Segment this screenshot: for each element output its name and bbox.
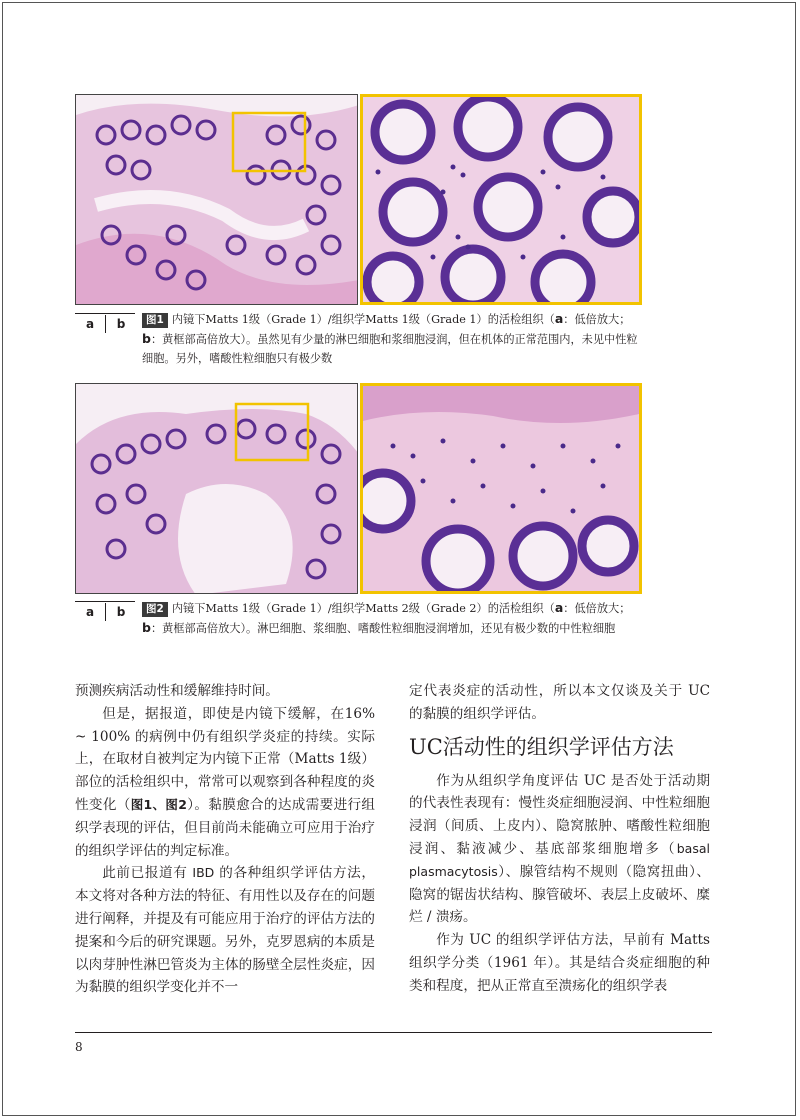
footer-rule xyxy=(75,1032,712,1033)
page-number: 8 xyxy=(75,1040,83,1054)
figure2-a-desc: ：低倍放大； xyxy=(563,602,631,615)
right-paragraph-1: 定代表炎症的活动性，所以本文仅谈及关于 UC 的黏膜的组织学评估。 xyxy=(409,683,710,722)
right-paragraph-2 xyxy=(409,770,710,930)
figure1-b-desc: ：黄框部高倍放大）。虽然见有少量的淋巴细胞和浆细胞浸润，但在机体的正常范围内，未见中性粒细胞。另外，嗜酸性粒细胞只有极少数 xyxy=(142,333,638,365)
figure2-label-rule xyxy=(75,601,135,602)
right-column xyxy=(409,680,710,998)
figure2-panel-labels xyxy=(75,603,136,621)
figure1-caption-text: 内镜下Matts 1级（Grade 1）/组织学Matts 1级（Grade 1）的活检组织（ xyxy=(171,313,555,326)
left-paragraph-2-part-b: ）。黏膜愈合的达成需要进行组织学表现的评估，但目前尚未能确立可应用于治疗的组织学评估的判定标准。 xyxy=(75,796,376,859)
figure2-tag: 图2 xyxy=(142,602,168,617)
figure1-panel-a-image xyxy=(75,94,358,305)
figure2-caption xyxy=(142,598,642,638)
figure-reference[interactable]: 图1、图2 xyxy=(130,796,187,812)
figure1-panel-labels xyxy=(75,315,136,333)
figure1-a-desc: ：低倍放大； xyxy=(563,313,631,326)
left-paragraph-3-part-a: 此前已报道有 xyxy=(102,865,193,882)
figure1-tag: 图1 xyxy=(142,313,168,328)
basal-plasmacytosis-term: basal plasmacytosis xyxy=(409,840,710,879)
figure2-b-term: b xyxy=(142,620,151,635)
left-paragraph-3-part-b: 的各种组织学评估方法，本文将对各种方法的特征、有用性以及存在的问题进行阐释，并提及有可能应用于治疗的评估方法的提案和今后的研究课题。另外，克罗恩病的本质是以肉芽肿性淋巴管炎为主体的肠壁全层性炎症，因为黏膜的组织学变化并不一 xyxy=(75,865,375,996)
figure2-panel-a-image xyxy=(75,383,358,594)
figure1-panel-b-label: b xyxy=(116,317,126,331)
right-paragraph-3: 作为 UC 的组织学评估方法，早前有 Matts 组织学分类（1961 年）。其是结合炎症细胞的种类和程度，把从正常直至溃疡化的组织学表 xyxy=(409,932,710,994)
ibd-term: IBD xyxy=(192,865,215,881)
figure2-b-desc: ：黄框部高倍放大）。淋巴细胞、浆细胞、嗜酸性粒细胞浸润增加，还见有极少数的中性粒细胞 xyxy=(150,622,616,635)
figure2-a-term: a xyxy=(554,600,564,615)
figure2-panel-a-label: a xyxy=(85,605,95,619)
figure2-caption-text: 内镜下Matts 1级（Grade 1）/组织学Matts 2级（Grade 2）的活检组织（ xyxy=(171,602,555,615)
figure1-caption xyxy=(142,309,642,368)
figure2-panel-b-image xyxy=(360,383,642,594)
right-paragraph-2-part-b: ）、腺管结构不规则（隐窝扭曲）、隐窝的锯齿状结构、腺管破坏、表层上皮破坏、糜烂 / 溃疡。 xyxy=(409,863,710,926)
left-paragraph-2 xyxy=(75,703,375,863)
figure1-panel-b-image xyxy=(360,94,642,305)
figure2-panel-b-label: b xyxy=(116,605,126,619)
right-paragraph-2-part-a: 作为从组织学角度评估 UC 是否处于活动期的代表性表现有：慢性炎症细胞浸润、中性粒细胞浸润（间质、上皮内）、隐窝脓肿、嗜酸性粒细胞浸润、黏液减少、基底部浆细胞增多（ xyxy=(409,772,710,857)
figure1-label-rule xyxy=(75,313,135,314)
section-heading: UC活动性的组织学评估方法 xyxy=(409,734,674,759)
left-paragraph-1: 预测疾病活动性和缓解维持时间。 xyxy=(75,683,279,699)
left-column xyxy=(75,680,375,999)
left-paragraph-2-part-a: 但是，据报道，即使是内镜下缓解，在16% ~ 100% 的病例中仍有组织学炎症的持续。实际上，在取材自被判定为内镜下正常（Matts 1级）部位的活检组织中，常常可以观察到各种程度的炎性变化（ xyxy=(75,705,375,813)
figure1-a-term: a xyxy=(554,311,564,326)
left-paragraph-3 xyxy=(75,862,375,999)
figure1-panel-a-label: a xyxy=(85,317,95,331)
figure1-b-term: b xyxy=(142,331,151,346)
